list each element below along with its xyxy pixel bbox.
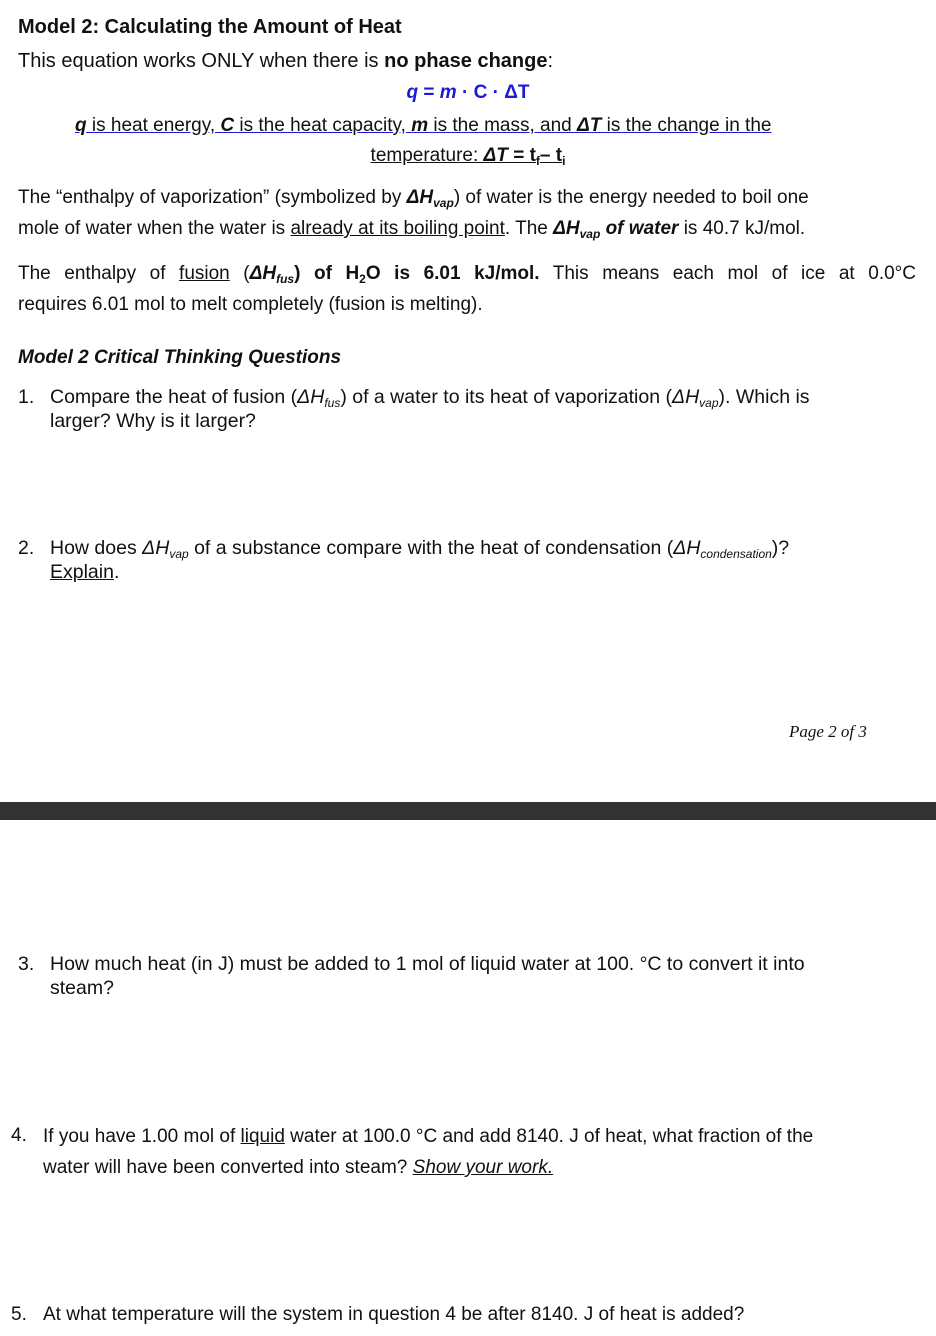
def-sub-f: f bbox=[535, 154, 540, 168]
q4-num: 4. bbox=[11, 1125, 27, 1146]
eq-q: q bbox=[406, 82, 419, 103]
page-divider bbox=[0, 802, 936, 820]
vap-line2 bbox=[18, 218, 805, 240]
page-number: Page 2 of 3 bbox=[789, 722, 867, 741]
intro-prefix: This equation works ONLY when there is bbox=[18, 50, 385, 72]
fus-line2: requires 6.01 mol to melt completely (fusion is melting). bbox=[18, 294, 483, 315]
question-2 bbox=[18, 536, 918, 584]
fus-l1d: O is 6.01 kJ/mol. bbox=[365, 263, 540, 284]
vap-line1 bbox=[18, 187, 809, 209]
eq-dt: ΔT bbox=[504, 82, 530, 103]
question-1 bbox=[18, 385, 918, 433]
q1-line1 bbox=[50, 385, 918, 409]
def-dt: ΔT bbox=[577, 115, 602, 136]
vap-dh: ΔH bbox=[406, 187, 434, 208]
q3-line2: steam? bbox=[50, 977, 114, 999]
q4-liquid: liquid bbox=[240, 1126, 285, 1147]
temp-formula bbox=[371, 145, 566, 166]
q5-text: At what temperature will the system in question 4 be after 8140. J of heat is added? bbox=[43, 1304, 745, 1325]
eq-equals: = bbox=[418, 82, 440, 103]
q3-num: 3. bbox=[18, 953, 35, 975]
def-minus: – t bbox=[539, 145, 563, 166]
fus-l1a: The enthalpy of bbox=[18, 263, 180, 284]
fus-l1b: ( bbox=[229, 263, 250, 284]
q4-show-work: Show your work. bbox=[412, 1157, 554, 1178]
vap-sub2: vap bbox=[579, 227, 601, 241]
vap-sub: vap bbox=[433, 196, 454, 210]
q1-c: ). Which is bbox=[718, 386, 810, 408]
vap-l1b: ) of water is the energy needed to boil one bbox=[453, 187, 809, 208]
def-eq2: = t bbox=[507, 145, 536, 166]
heat-equation bbox=[0, 82, 936, 104]
q1-dh: ΔH bbox=[297, 386, 325, 408]
vap-l2d: is 40.7 kJ/mol. bbox=[678, 218, 806, 239]
q4-a: If you have 1.00 mol of bbox=[43, 1126, 241, 1147]
def-t1: is heat energy, bbox=[86, 115, 221, 136]
fus-dh: ΔH bbox=[249, 263, 277, 284]
model-heading: Model 2: Calculating the Amount of Heat bbox=[18, 16, 402, 38]
eq-dot2: · bbox=[487, 82, 505, 103]
q2-b: of a substance compare with the heat of condensation ( bbox=[188, 537, 674, 559]
def-sub-i: i bbox=[562, 154, 566, 168]
def-t2: is the heat capacity, bbox=[234, 115, 412, 136]
q2-line2-end: . bbox=[113, 561, 120, 583]
q2-explain: Explain bbox=[50, 561, 114, 583]
intro-bold: no phase change bbox=[384, 50, 548, 72]
vap-l2b: . The bbox=[504, 218, 554, 239]
q1-num: 1. bbox=[18, 386, 35, 408]
q2-dh2: ΔH bbox=[673, 537, 701, 559]
question-4 bbox=[11, 1125, 921, 1183]
definition-line2 bbox=[0, 145, 936, 167]
vap-l2u: already at its boiling point bbox=[290, 218, 505, 239]
def-c: C bbox=[220, 115, 235, 136]
q1-line2: larger? Why is it larger? bbox=[50, 410, 256, 432]
q2-sub2: condensation bbox=[700, 547, 772, 561]
def-dt2: ΔT bbox=[483, 145, 508, 166]
q1-dh2: ΔH bbox=[672, 386, 700, 408]
vap-l2c: of water bbox=[600, 218, 679, 239]
vap-l2a: mole of water when the water is bbox=[18, 218, 291, 239]
q2-dh: ΔH bbox=[142, 537, 170, 559]
eq-c: C bbox=[473, 82, 488, 103]
fus-l1u: fusion bbox=[179, 263, 230, 284]
q2-num: 2. bbox=[18, 537, 35, 559]
q1-a: Compare the heat of fusion ( bbox=[50, 386, 298, 408]
definition-line1 bbox=[75, 115, 771, 137]
q1-sub: fus bbox=[324, 396, 341, 410]
intro-line bbox=[18, 50, 553, 73]
question-5 bbox=[11, 1304, 921, 1326]
fus-line1 bbox=[18, 263, 916, 285]
vap-l1a: The “enthalpy of vaporization” (symbolized by bbox=[18, 187, 407, 208]
eq-dot1: · bbox=[456, 82, 474, 103]
def-line2-text: temperature: bbox=[370, 145, 484, 166]
q3-line1: How much heat (in J) must be added to 1 mol of liquid water at 100. °C to convert it into bbox=[50, 953, 805, 975]
q5-num: 5. bbox=[11, 1304, 27, 1325]
q4-line1 bbox=[43, 1121, 921, 1152]
q4-line2 bbox=[43, 1152, 921, 1183]
q1-sub2: vap bbox=[699, 396, 719, 410]
def-t3: is the mass, and bbox=[428, 115, 578, 136]
fus-sub: fus bbox=[276, 272, 295, 286]
vap-dh2: ΔH bbox=[553, 218, 580, 239]
fus-l1e: This means each mol of ice at 0.0°C bbox=[539, 263, 916, 284]
q4-line2-text: water will have been converted into steam? bbox=[43, 1157, 413, 1178]
fus-l1c: ) of H bbox=[294, 263, 360, 284]
q1-b: ) of a water to its heat of vaporization ( bbox=[340, 386, 672, 408]
q4-b: water at 100.0 °C and add 8140. J of heat, what fraction of the bbox=[284, 1126, 814, 1147]
def-m: m bbox=[411, 115, 429, 136]
def-q: q bbox=[75, 115, 87, 136]
def-t4: is the change in the bbox=[601, 115, 772, 136]
intro-suffix: : bbox=[547, 50, 554, 72]
q2-sub: vap bbox=[169, 547, 189, 561]
q2-line2 bbox=[50, 560, 918, 584]
q2-a: How does bbox=[50, 537, 143, 559]
question-3 bbox=[18, 952, 918, 1000]
ct-heading: Model 2 Critical Thinking Questions bbox=[18, 347, 342, 368]
q2-line1 bbox=[50, 536, 918, 560]
fus-sub2: 2 bbox=[359, 272, 366, 286]
q2-c: )? bbox=[771, 537, 790, 559]
eq-m: m bbox=[439, 82, 457, 103]
